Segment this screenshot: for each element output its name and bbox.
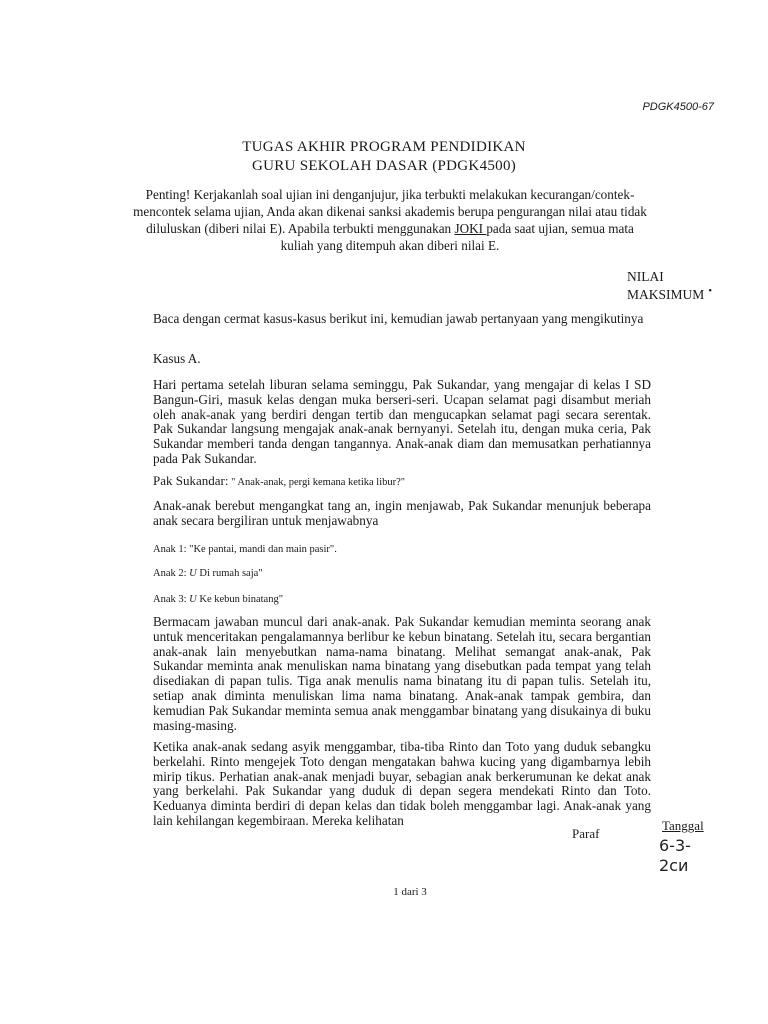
kasus-heading: Kasus A. xyxy=(153,351,201,366)
maksimum-label: MAKSIMUM xyxy=(627,287,705,302)
handwritten-date xyxy=(659,836,691,876)
answer-marker: U xyxy=(189,568,200,579)
answer-text: "Ke pantai, mandi dan main pasir". xyxy=(189,544,337,555)
dialog-line xyxy=(153,474,651,491)
answer-text: Ke kebun binatang" xyxy=(199,594,283,605)
answer-2 xyxy=(153,567,651,582)
paraf-label: Paraf xyxy=(572,826,600,841)
case-paragraph-3: Bermacam jawaban muncul dari anak-anak. Pak Sukandar kemudian meminta seorang anak untuk menceritakan pengalamannya berlibur ke kebun binatang. Setelah itu, secara bergantian anak-anak lain menyebutkan nama-nama binatang. Melihat semangat anak-anak, Pak Sukandar meminta anak menuliskan nama binatang yang disebutkan pada tempat yang telah disediakan di papan tulis. Tiga anak menulis nama binatang itu di papan tulis. Setelah itu, setiap anak diminta menuliskan lima nama binatang. Anak-anak tampak gembira, dan kemudian Pak Sukandar meminta semua anak menggambar binatang yang disukainya di buku masing-masing. xyxy=(153,614,651,733)
title-line-1: TUGAS AKHIR PROGRAM PENDIDIKAN xyxy=(242,139,526,155)
answer-3 xyxy=(153,593,651,608)
page-number: 1 dari 3 xyxy=(393,886,427,898)
warning-text-part2: pada saat ujian, semua mata kuliah yang ditempuh akan diberi nilai E. xyxy=(280,221,634,253)
answer-label: Anak 2: xyxy=(153,568,190,579)
case-paragraph-2: Anak-anak berebut mengangkat tang an, ingin menjawab, Pak Sukandar menunjuk beberapa anak secara bergiliran untuk menjawabnya xyxy=(153,498,651,528)
case-paragraph-4: Ketika anak-anak sedang asyik menggambar, tiba-tiba Rinto dan Toto yang duduk sebangku berkelahi. Rinto mengejek Toto dengan mengatakan bahwa kucing yang digambarnya lebih mirip tikus. Perhatian anak-anak menjadi buyar, sebagian anak berkerumunan ke dekat anak yang berkelahi. Pak Sukandar yang duduk di depan segera mendekati Rinto dan Toto. Keduanya diminta berdiri di depan kelas dan tidak boleh menggambar lagi. Anak-anak yang lain kehilangan kegembiraan. Mereka kelihatan xyxy=(153,739,651,828)
nilai-label: NILAI xyxy=(627,269,664,284)
tanggal-label: Tanggal xyxy=(662,818,704,833)
answer-label: Anak 3: xyxy=(153,594,190,605)
answer-marker: U xyxy=(189,594,200,605)
warning-joki: JOKI xyxy=(454,221,487,236)
answer-text: Di rumah saja" xyxy=(199,568,263,579)
handwritten-date-line-1: 6-3- xyxy=(659,836,691,855)
answer-label: Anak 1: xyxy=(153,544,190,555)
handwritten-date-line-2: 2cᴎ xyxy=(659,856,689,875)
answer-1 xyxy=(153,543,651,558)
dialog-speaker: Pak Sukandar: xyxy=(153,473,229,488)
title-line-2: GURU SEKOLAH DASAR (PDGK4500) xyxy=(251,158,517,174)
document-code: PDGK4500-67 xyxy=(642,101,714,113)
nilai-bullet: • xyxy=(708,285,713,297)
exam-warning xyxy=(130,186,650,254)
nilai-maksimum xyxy=(627,268,712,305)
dialog-quote: " Anak-anak, pergi kemana ketika libur?" xyxy=(228,477,406,488)
intro-paragraph: Baca dengan cermat kasus-kasus berikut ini, kemudian jawab pertanyaan yang mengikutinya xyxy=(153,311,644,326)
case-paragraph-1: Hari pertama setelah liburan selama seminggu, Pak Sukandar, yang mengajar di kelas I SD Bangun-Giri, masuk kelas dengan muka berseri-seri. Ucapan selamat pagi disambut meriah oleh anak-anak yang berdiri dengan tertib dan mengucapkan selamat pagi secara serentak. Pak Sukandar langsung mengajak anak-anak bernyanyi. Setelah itu, dengan muka ceria, Pak Sukandar memberi tanda dengan tangannya. Anak-anak diam dan memusatkan perhatiannya pada Pak Sukandar. xyxy=(153,377,651,466)
warning-text-part1: Penting! Kerjakanlah soal ujian ini denganjujur, jika terbukti melakukan kecurangan/contek-mencontek selama ujian, Anda akan dikenai sanksi akademis berupa pengurangan nilai atau tidak diluluskan (diberi nilai E). Apabila terbukti menggunakan xyxy=(133,187,647,236)
